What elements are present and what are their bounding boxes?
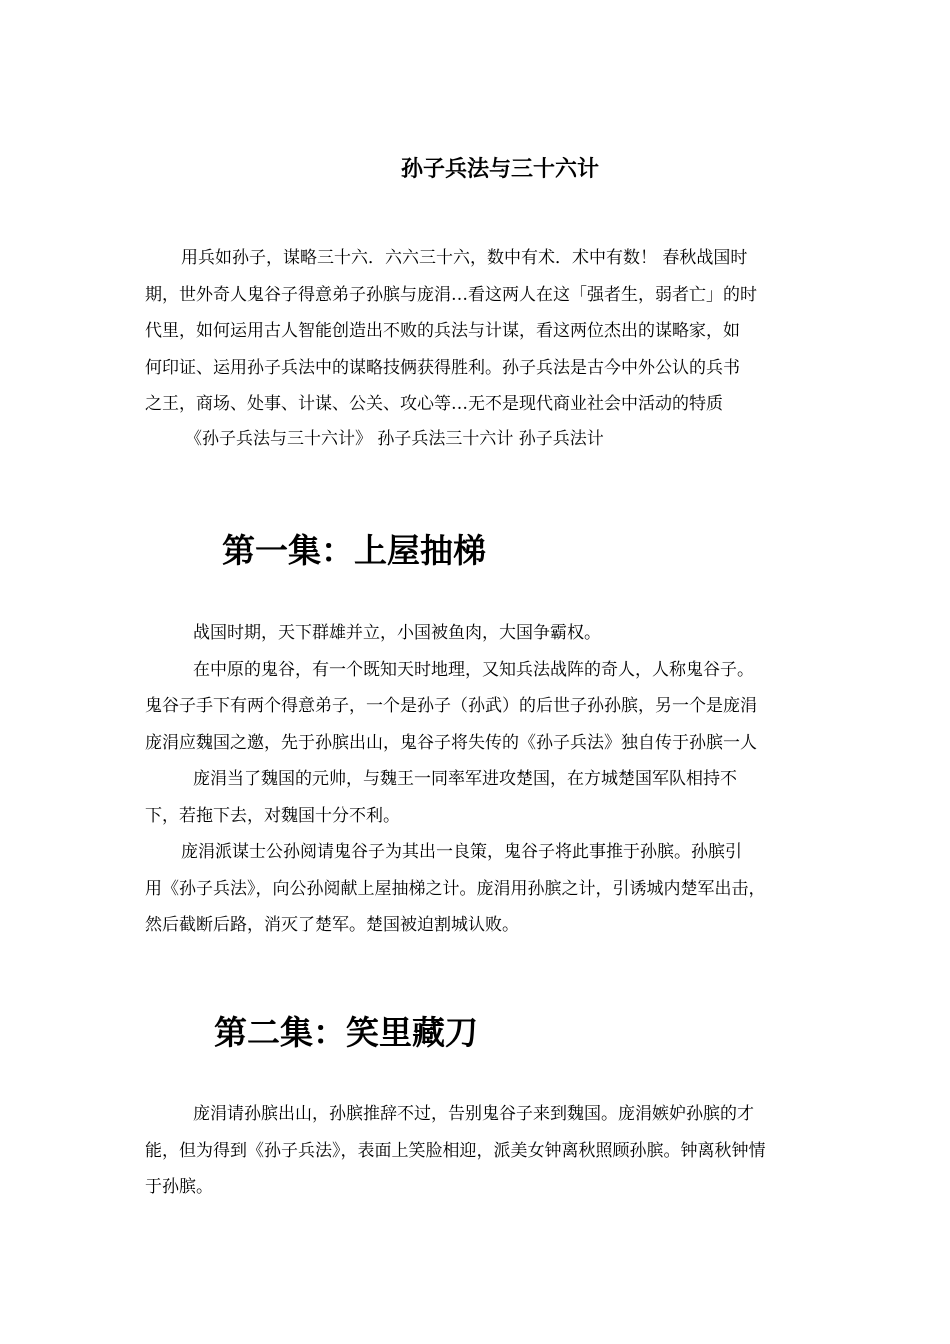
episode1-line: 庞涓应魏国之邀，先于孙膑出山，鬼谷子将失传的《孙子兵法》独自传于孙膑一人 [145,732,757,753]
episode2-heading: 第二集：笑里藏刀 [214,1013,478,1052]
episode2-line: 庞涓请孙膑出山，孙膑推辞不过，告别鬼谷子来到魏国。庞涓嫉妒孙膑的才 [193,1104,754,1124]
episode1-line: 庞涓当了魏国的元帅，与魏王一同率军进攻楚国，在方城楚国军队相持不 [193,769,737,789]
intro-line: 代里，如何运用古人智能创造出不败的兵法与计谋，看这两位杰出的谋略家，如 [145,321,740,341]
episode2-line: 于孙膑。 [145,1177,213,1197]
intro-line: 之王，商场、处事、计谋、公关、攻心等…无不是现代商业社会中活动的特质 [145,394,723,414]
intro-keywords-line: 《孙子兵法与三十六计》 孙子兵法三十六计 孙子兵法计 [185,428,604,449]
episode2-line: 能，但为得到《孙子兵法》，表面上笑脸相迎，派美女钟离秋照顾孙膑。钟离秋钟情 [145,1140,766,1161]
episode1-line: 用《孙子兵法》，向公孙阅献上屋抽梯之计。庞涓用孙膑之计，引诱城内楚军出击， [145,878,766,899]
intro-line: 何印证、运用孙子兵法中的谋略技俩获得胜利。孙子兵法是古今中外公认的兵书 [145,357,740,378]
episode1-heading: 第一集：上屋抽梯 [222,531,486,570]
episode1-line: 在中原的鬼谷，有一个既知天时地理，又知兵法战阵的奇人，人称鬼谷子。 [193,659,754,680]
episode1-line: 然后截断后路，消灭了楚军。楚国被迫割城认败。 [145,915,519,935]
document-title: 孙子兵法与三十六计 [400,156,599,182]
episode2-body [145,1096,810,1206]
intro-line: 期，世外奇人鬼谷子得意弟子孙膑与庞涓…看这两人在这「强者生，弱者亡」的时 [145,284,757,305]
episode1-line: 下，若拖下去，对魏国十分不利。 [145,805,400,826]
intro-line: 用兵如孙子，谋略三十六．六六三十六，数中有术．术中有数！ 春秋战国时 [181,248,748,268]
intro-paragraph [145,240,810,455]
episode1-line: 鬼谷子手下有两个得意弟子，一个是孙子（孙武）的后世子孙孙膑，另一个是庞涓 [145,696,757,716]
episode1-line: 战国时期，天下群雄并立，小国被鱼肉，大国争霸权。 [193,623,601,643]
episode1-body [145,615,810,944]
episode1-line: 庞涓派谋士公孙阅请鬼谷子为其出一良策，鬼谷子将此事推于孙膑。孙膑引 [181,842,742,862]
